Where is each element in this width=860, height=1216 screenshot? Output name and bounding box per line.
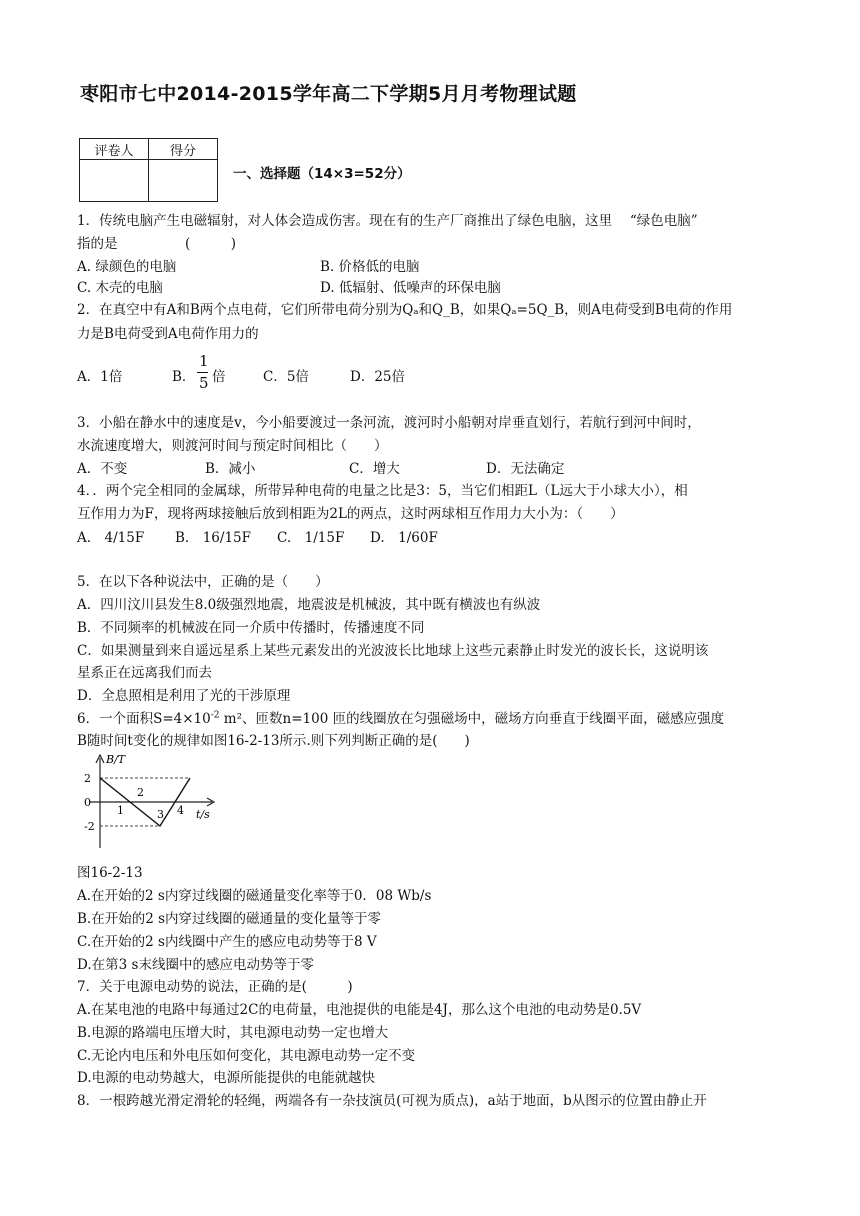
q6-option-a: A.在开始的2 s内穿过线圈的磁通量变化率等于0．08 Wb/s	[77, 888, 432, 904]
q5-stem: 5．在以下各种说法中，正确的是（ ）	[77, 574, 329, 590]
q4-option-a: A. 4/15F	[77, 530, 145, 546]
x-tick-label: 1	[117, 804, 124, 817]
b-t-graph	[80, 752, 220, 852]
q1-option-c: C. 木壳的电脑	[77, 280, 163, 296]
q3-option-a: A．不变	[77, 461, 128, 477]
q5-option-b: B．不同频率的机械波在同一介质中传播时，传播速度不同	[77, 620, 425, 636]
score-header: 得分	[149, 139, 218, 160]
q4-option-b: B. 16/15F	[175, 530, 251, 546]
x-tick-label: 3	[157, 808, 164, 821]
figure-caption: 图16-2-13	[77, 865, 143, 881]
q2-option-b-prefix: B．	[172, 369, 196, 385]
q6-option-b: B.在开始的2 s内穿过线圈的磁通量的变化量等于零	[77, 911, 382, 927]
x-tick-label: 4	[177, 804, 184, 817]
q5-option-d: D．全息照相是利用了光的干涉原理	[77, 688, 291, 704]
q3-stem-line1: 3．小船在静水中的速度是v，今小船要渡过一条河流，渡河时小船朝对岸垂直划行，若航行到河中间时，	[77, 415, 701, 431]
q4-stem-line1: 4．．两个完全相同的金属球，所带异种电荷的电量之比是3：5，当它们相距L（L远大于小球大小），相	[77, 483, 688, 499]
q6-stem-start: 6．一个面积S=4×10	[77, 711, 211, 727]
grader-header: 评卷人	[80, 139, 149, 160]
q4-stem-line2: 互作用力为F，现将两球接触后放到相距为2L的两点，这时两球相互作用力大小为：（ ）	[77, 506, 624, 522]
x-axis-label: t/s	[196, 808, 210, 821]
q6-option-c: C.在开始的2 s内线圈中产生的感应电动势等于8 V	[77, 934, 377, 950]
q3-option-d: D．无法确定	[486, 461, 565, 477]
y-tick-label: -2	[84, 820, 95, 833]
q8-stem-line1: 8．一根跨越光滑定滑轮的轻绳，两端各有一杂技演员(可视为质点)，a站于地面，b从图示的位置由静止开	[77, 1093, 707, 1109]
fraction-numerator: 1	[199, 352, 209, 370]
q6-exponent: -2	[210, 710, 220, 721]
x-tick-label: 2	[137, 786, 144, 799]
score-table	[79, 138, 218, 202]
q4-option-c: C. 1/15F	[277, 530, 345, 546]
section-title: 一、选择题（14×3=52分）	[233, 166, 411, 182]
q7-option-b: B.电源的路端电压增大时，其电源电动势一定也增大	[77, 1025, 389, 1041]
q3-option-b: B．减小	[205, 461, 256, 477]
q1-option-a: A. 绿颜色的电脑	[77, 259, 177, 275]
q2-option-a: A．1倍	[77, 369, 123, 385]
q5-option-a: A．四川汶川县发生8.0级强烈地震，地震波是机械波，其中既有横波也有纵波	[77, 597, 541, 613]
page-title: 枣阳市七中2014-2015学年高二下学期5月月考物理试题	[80, 83, 577, 105]
score-cell	[149, 160, 218, 202]
grader-cell	[80, 160, 149, 202]
q3-stem-line2: 水流速度增大，则渡河时间与预定时间相比（ ）	[77, 438, 388, 454]
q7-option-d: D.电源的电动势越大，电源所能提供的电能就越快	[77, 1070, 376, 1086]
q2-option-d: D．25倍	[350, 369, 406, 385]
q5-option-c-line2: 星系正在远离我们而去	[77, 665, 212, 681]
q7-option-a: A.在某电池的电路中每通过2C的电荷量，电池提供的电能是4J，那么这个电池的电动势是0.5V	[77, 1002, 642, 1018]
q6-option-d: D.在第3 s末线圈中的感应电动势等于零	[77, 957, 314, 973]
q1-stem-line1: 1．传统电脑产生电磁辐射，对人体会造成伤害。现在有的生产厂商推出了绿色电脑，这里 “绿色电脑”	[77, 213, 698, 229]
q6-stem-line2: B随时间t变化的规律如图16-2-13所示.则下列判断正确的是( )	[77, 733, 470, 749]
q2-stem-line2: 力是B电荷受到A电荷作用力的	[77, 326, 259, 342]
fraction-denominator: 5	[199, 374, 209, 392]
q6-stem-line1	[77, 707, 724, 727]
q6-stem-rest: m²、匝数n=100 匝的线圈放在匀强磁场中，磁场方向垂直于线圈平面，磁感应强度	[219, 711, 725, 727]
q2-option-c: C．5倍	[263, 369, 309, 385]
y-tick-label: 0	[84, 796, 91, 809]
q3-option-c: C．增大	[349, 461, 400, 477]
q7-stem: 7．关于电源电动势的说法，正确的是( )	[77, 979, 353, 995]
q4-option-d: D. 1/60F	[370, 530, 438, 546]
y-tick-label: 2	[84, 772, 91, 785]
q5-option-c-line1: C．如果测量到来自遥远星系上某些元素发出的光波波长比地球上这些元素静止时发光的波长长，这说明该	[77, 643, 709, 659]
q1-stem-line2: 指的是 ( )	[77, 236, 237, 252]
y-axis-label: B/T	[106, 753, 126, 766]
q1-option-b: B. 价格低的电脑	[320, 259, 420, 275]
q1-option-d: D. 低辐射、低噪声的环保电脑	[320, 280, 501, 296]
q7-option-c: C.无论内电压和外电压如何变化，其电源电动势一定不变	[77, 1048, 416, 1064]
q2-option-b-suffix: 倍	[212, 369, 226, 385]
q2-stem-line1: 2．在真空中有A和B两个点电荷，它们所带电荷分别为Qₐ和Q_B，如果Qₐ=5Q_B，则A电荷受到B电荷的作用	[77, 302, 733, 318]
